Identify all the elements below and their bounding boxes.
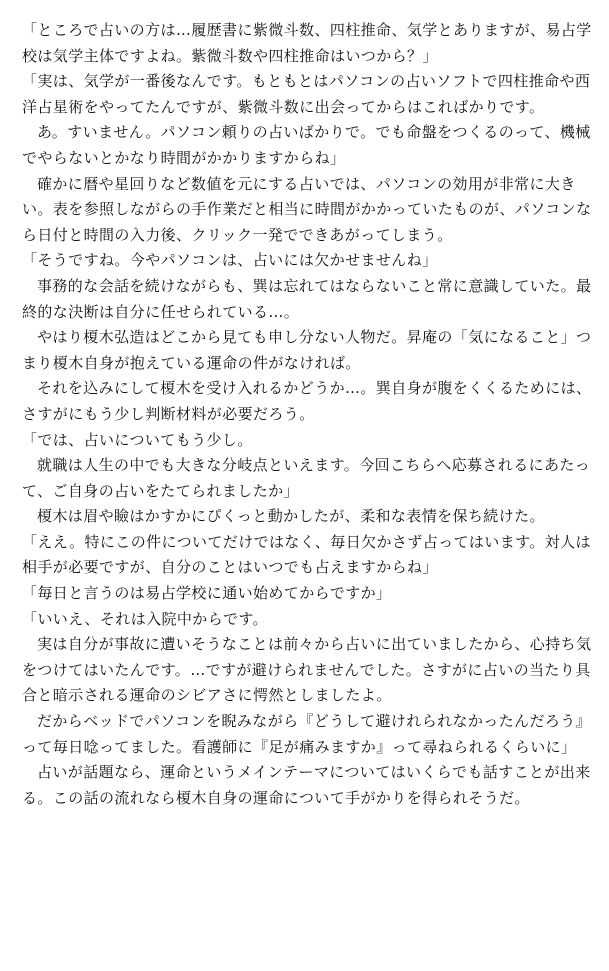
paragraph-6: 事務的な会話を続けながらも、巽は忘れてはならないこと常に意識していた。最終的な決断は自分に任せられている…。 <box>22 276 592 321</box>
paragraph-8: それを込みにして榎木を受け入れるかどうか…。巽自身が腹をくくるためには、さすがにもう少し判断材料が必要だろう。 <box>22 379 592 423</box>
paragraph-2: 「実は、気学が一番後なんです。もともとはパソコンの占いソフトで四柱推命や西洋占星術をやってたんですが、紫微斗数に出会ってからはこればかりです。 <box>22 72 591 116</box>
paragraph-13: 「毎日と言うのは易占学校に通い始めてからですか」 <box>22 584 392 603</box>
paragraph-14: 「いいえ、それは入院中からです。 <box>22 609 268 628</box>
paragraph-17: 占いが話題なら、運命というメインテーマについてはいくらでも話すことが出来る。この話の流れなら榎木自身の運命について手がかりを得られそうだ。 <box>22 763 591 807</box>
paragraph-4: 確かに暦や星回りなど数値を元にする占いでは、パソコンの効用が非常に大きい。表を参照しながらの手作業だと相当に時間がかかっていたものが、パソコンなら日付と時間の入力後、クリック一発でできあがってしまう。 <box>22 174 592 244</box>
paragraph-11: 榎木は眉や瞼はかすかにぴくっと動かしたが、柔和な表情を保ち続けた。 <box>37 507 545 526</box>
paragraph-7: やはり榎木弘造はどこから見ても申し分ない人物だ。昇庵の「気になること」つまり榎木自身が抱えている運命の件がなければ。 <box>22 328 592 372</box>
paragraph-15: 実は自分が事故に遭いそうなことは前々から占いに出ていましたから、心持ち気をつけてはいたんです。…ですが避けられませんでした。さすがに占いの当たり具合と暗示される運命のシビアさに愕然としましたよ。 <box>22 635 592 705</box>
paragraph-5: 「そうですね。今やパソコンは、占いには欠かせませんね」 <box>22 251 438 270</box>
paragraph-1: 「ところで占いの方は…履歴書に紫微斗数、四柱推命、気学とありますが、易占学校は気学主体ですよね。紫微斗数や四柱推命はいつから？」 <box>22 21 592 65</box>
body-text <box>22 18 594 811</box>
paragraph-3: あ。すいません。パソコン頼りの占いばかりで。でも命盤をつくるのって、機械でやらないとかなり時間がかかりますからね」 <box>22 123 591 167</box>
paragraph-10: 就職は人生の中でも大きな分岐点といえます。今回こちらへ応募されるにあたって、ご自身の占いをたてられましたか」 <box>22 456 591 500</box>
paragraph-9: 「では、占いについてもう少し。 <box>22 430 253 449</box>
paragraph-16: だからベッドでパソコンを睨みながら『どうして避けれられなかったんだろう』って毎日唸ってました。看護師に『足が痛みますか』って尋ねられるくらいに」 <box>22 712 592 756</box>
paragraph-12: 「ええ。特にこの件についてだけではなく、毎日欠かさず占ってはいます。対人は相手が必要ですが、自分のことはいつでも占えますからね」 <box>22 532 591 577</box>
